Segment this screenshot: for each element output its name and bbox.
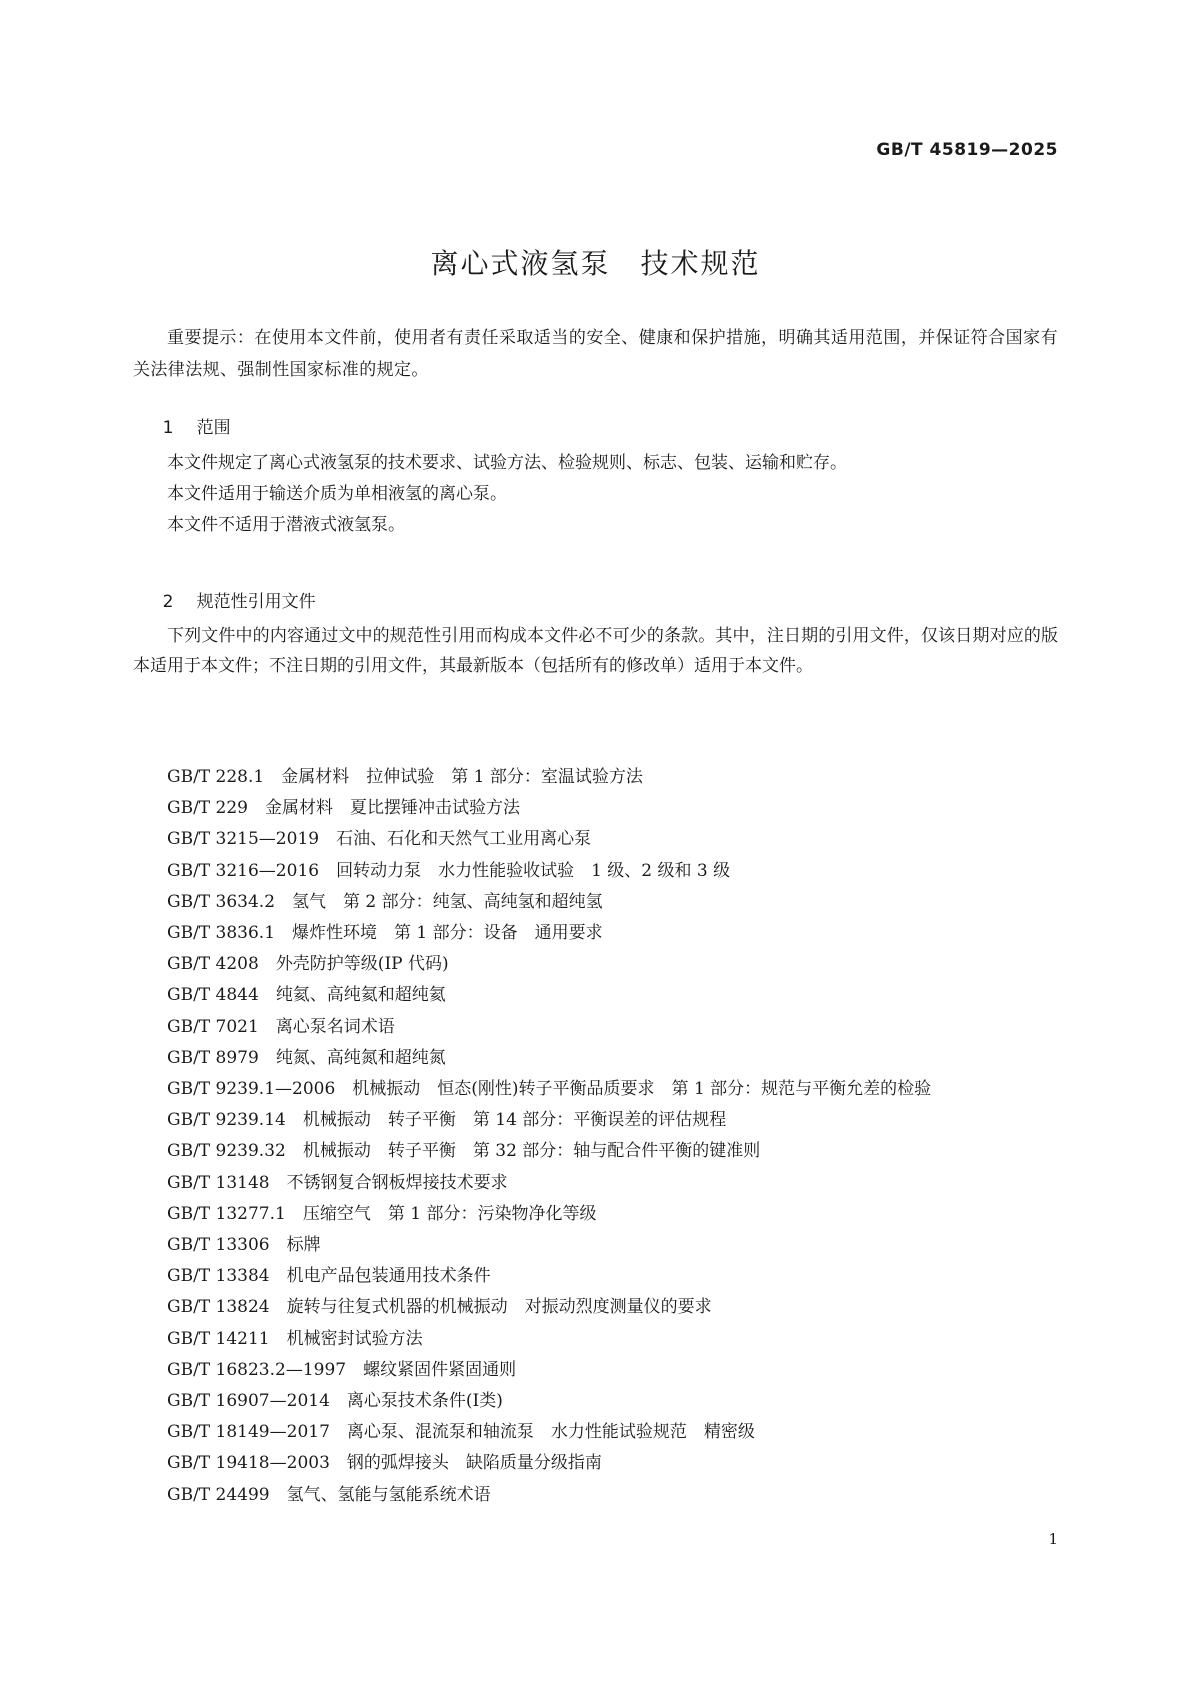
reference-item bbox=[133, 1136, 1058, 1167]
scope-paragraph: 本文件不适用于潜液式液氢泵。 bbox=[167, 515, 405, 535]
reference-item bbox=[133, 1168, 1058, 1199]
reference-title: 离心泵技术条件(Ⅰ类) bbox=[346, 1391, 503, 1412]
reference-code: GB/T 3215—2019 bbox=[167, 829, 320, 850]
reference-title: 压缩空气 第 1 部分：污染物净化等级 bbox=[302, 1203, 597, 1224]
standard-code: GB/T 45819—2025 bbox=[876, 140, 1058, 160]
scope-paragraph: 本文件规定了离心式液氢泵的技术要求、试验方法、检验规则、标志、包装、运输和贮存。 bbox=[167, 453, 847, 473]
reference-code: GB/T 18149—2017 bbox=[167, 1422, 330, 1443]
reference-item bbox=[133, 1355, 1058, 1386]
reference-item bbox=[133, 1199, 1058, 1230]
normative-references-list bbox=[133, 762, 1058, 1511]
reference-code: GB/T 13148 bbox=[167, 1172, 270, 1193]
reference-title: 离心泵名词术语 bbox=[275, 1016, 395, 1037]
reference-item bbox=[133, 1074, 1058, 1105]
section-2-intro bbox=[133, 621, 1058, 681]
reference-title: 金属材料 拉伸试验 第 1 部分：室温试验方法 bbox=[281, 767, 643, 787]
reference-title: 螺纹紧固件紧固通则 bbox=[363, 1359, 517, 1380]
reference-item bbox=[133, 918, 1058, 949]
reference-code: GB/T 7021 bbox=[167, 1016, 259, 1037]
reference-code: GB/T 3836.1 bbox=[167, 923, 276, 944]
reference-code: GB/T 13306 bbox=[167, 1235, 270, 1256]
reference-title: 爆炸性环境 第 1 部分：设备 通用要求 bbox=[292, 923, 603, 944]
reference-item bbox=[133, 949, 1058, 980]
reference-title: 氢气、氢能与氢能系统术语 bbox=[286, 1484, 491, 1505]
reference-code: GB/T 4208 bbox=[167, 954, 259, 975]
reference-code: GB/T 24499 bbox=[167, 1484, 270, 1505]
reference-title: 机械振动 转子平衡 第 14 部分：平衡误差的评估规程 bbox=[302, 1110, 727, 1131]
reference-item bbox=[133, 980, 1058, 1011]
document-title: 离心式液氢泵 技术规范 bbox=[430, 247, 761, 280]
section-2-title: 规范性引用文件 bbox=[196, 592, 316, 612]
reference-item bbox=[133, 887, 1058, 918]
section-1-body bbox=[133, 448, 1058, 541]
section-2-number: 2 bbox=[162, 592, 174, 612]
reference-item bbox=[133, 1012, 1058, 1043]
reference-item bbox=[133, 856, 1058, 887]
reference-title: 金属材料 夏比摆锤冲击试验方法 bbox=[265, 798, 520, 819]
reference-code: GB/T 229 bbox=[167, 798, 248, 819]
reference-title: 纯氮、高纯氮和超纯氮 bbox=[275, 1047, 446, 1068]
reference-item bbox=[133, 1230, 1058, 1261]
reference-code: GB/T 9239.1—2006 bbox=[167, 1079, 336, 1100]
reference-item bbox=[133, 1105, 1058, 1136]
reference-item bbox=[133, 1324, 1058, 1355]
reference-code: GB/T 228.1 bbox=[167, 767, 265, 787]
references-intro-paragraph: 下列文件中的内容通过文中的规范性引用而构成本文件必不可少的条款。其中，注日期的引用文件，仅该日期对应的版本适用于本文件；不注日期的引用文件，其最新版本（包括所有的修改单）适用于本文件。 bbox=[133, 626, 1058, 676]
reference-title: 机械密封试验方法 bbox=[286, 1328, 423, 1349]
page-number: 1 bbox=[1048, 1530, 1058, 1548]
reference-code: GB/T 16823.2—1997 bbox=[167, 1359, 347, 1380]
section-1-title: 范围 bbox=[196, 418, 231, 438]
reference-title: 回转动力泵 水力性能验收试验 1 级、2 级和 3 级 bbox=[336, 860, 731, 881]
reference-code: GB/T 13824 bbox=[167, 1297, 270, 1318]
reference-item bbox=[133, 1043, 1058, 1074]
reference-title: 钢的弧焊接头 缺陷质量分级指南 bbox=[346, 1453, 602, 1474]
reference-code: GB/T 8979 bbox=[167, 1047, 259, 1068]
reference-title: 不锈钢复合钢板焊接技术要求 bbox=[286, 1172, 508, 1193]
reference-item bbox=[133, 824, 1058, 855]
reference-title: 标牌 bbox=[286, 1235, 321, 1256]
section-1-number: 1 bbox=[162, 418, 174, 438]
reference-item bbox=[133, 1292, 1058, 1323]
reference-title: 机电产品包装通用技术条件 bbox=[286, 1266, 491, 1287]
reference-item bbox=[133, 1417, 1058, 1448]
scope-paragraph: 本文件适用于输送介质为单相液氢的离心泵。 bbox=[167, 484, 507, 504]
reference-title: 离心泵、混流泵和轴流泵 水力性能试验规范 精密级 bbox=[346, 1422, 755, 1443]
reference-title: 外壳防护等级(IP 代码) bbox=[275, 954, 449, 975]
reference-title: 机械振动 恒态(刚性)转子平衡品质要求 第 1 部分：规范与平衡允差的检验 bbox=[352, 1079, 932, 1100]
reference-item bbox=[133, 1386, 1058, 1417]
reference-item bbox=[133, 762, 1058, 793]
reference-code: GB/T 4844 bbox=[167, 985, 259, 1006]
reference-item bbox=[133, 1261, 1058, 1292]
reference-code: GB/T 19418—2003 bbox=[167, 1453, 330, 1474]
reference-item bbox=[133, 1448, 1058, 1479]
reference-title: 机械振动 转子平衡 第 32 部分：轴与配合件平衡的键准则 bbox=[302, 1141, 761, 1162]
reference-code: GB/T 13277.1 bbox=[167, 1203, 286, 1224]
reference-item bbox=[133, 793, 1058, 824]
reference-code: GB/T 3216—2016 bbox=[167, 860, 320, 881]
reference-title: 氢气 第 2 部分：纯氢、高纯氢和超纯氢 bbox=[292, 891, 603, 912]
reference-item bbox=[133, 1480, 1058, 1511]
reference-code: GB/T 9239.14 bbox=[167, 1110, 286, 1131]
reference-title: 石油、石化和天然气工业用离心泵 bbox=[336, 829, 592, 850]
reference-code: GB/T 3634.2 bbox=[167, 891, 276, 912]
reference-code: GB/T 13384 bbox=[167, 1266, 270, 1287]
reference-code: GB/T 14211 bbox=[167, 1328, 270, 1349]
reference-title: 纯氦、高纯氦和超纯氦 bbox=[275, 985, 446, 1006]
reference-code: GB/T 16907—2014 bbox=[167, 1391, 330, 1412]
reference-code: GB/T 9239.32 bbox=[167, 1141, 286, 1162]
reference-title: 旋转与往复式机器的机械振动 对振动烈度测量仪的要求 bbox=[286, 1297, 712, 1318]
important-notice: 重要提示：在使用本文件前，使用者有责任采取适当的安全、健康和保护措施，明确其适用范围，并保证符合国家有关法律法规、强制性国家标准的规定。 bbox=[133, 328, 1058, 380]
